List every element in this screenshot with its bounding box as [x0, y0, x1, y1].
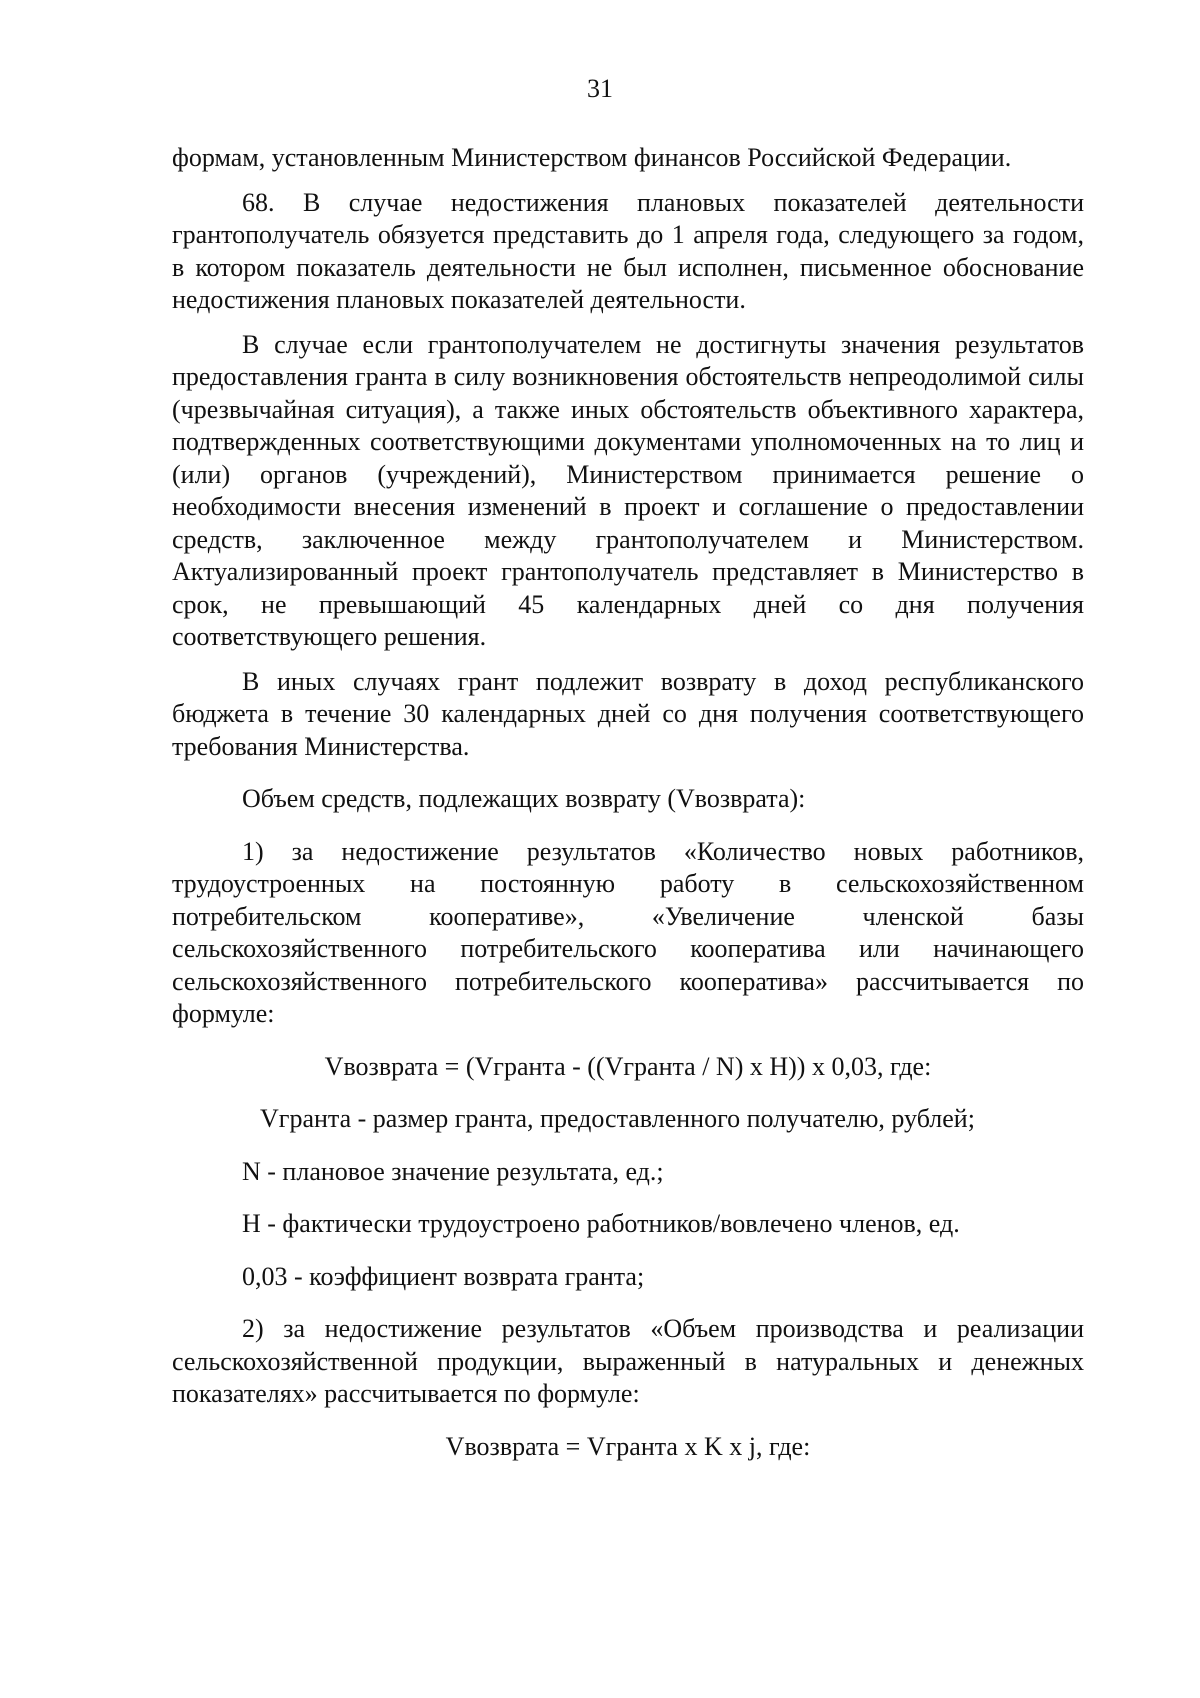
paragraph-refund-volume: Объем средств, подлежащих возврату (Vвозврата):: [242, 784, 806, 813]
document-body: [172, 142, 1084, 1463]
formula-legend-h: Н - фактически трудоустроено работников/вовлечено членов, ед.: [242, 1209, 960, 1238]
formula-2: Vвозврата = Vгранта х K х j, где:: [445, 1431, 811, 1461]
formula-legend-coefficient: 0,03 - коэффициент возврата гранта;: [242, 1261, 645, 1291]
paragraph-68: 68. В случае недостижения плановых показателей деятельности грантополучатель обязуется представить до 1 апреля года, следующего за годом, в котором показатель деятельности не был исполнен, письменное обоснование недостижения плановых показателей деятельности.: [172, 187, 1084, 314]
formula-legend-grant: Vгранта - размер гранта, предоставленного получателю, рублей;: [260, 1104, 975, 1133]
paragraph-item-2: 2) за недостижение результатов «Объем производства и реализации сельскохозяйственной продукции, выраженный в натуральных и денежных показателях» рассчитывается по формуле:: [172, 1314, 1084, 1408]
formula-legend-n: N - плановое значение результата, ед.;: [242, 1156, 664, 1186]
paragraph-other-cases: В иных случаях грант подлежит возврату в доход республиканского бюджета в течение 30 календарных дней со дня получения соответствующего требования Министерства.: [172, 666, 1084, 761]
paragraph-item-1: 1) за недостижение результатов «Количество новых работников, трудоустроенных на постоянную работу в сельскохозяйственном потребительском кооперативе», «Увеличение членской базы сельскохозяйственного потребительского кооператива или начинающего сельскохозяйственного потребительского кооператива» рассчитывается по формуле:: [172, 836, 1084, 1028]
paragraph-force-majeure: В случае если грантополучателем не достигнуты значения результатов предоставления гранта в силу возникновения обстоятельств непреодолимой силы (чрезвычайная ситуация), а также иных обстоятельств объективного характера, подтвержденных соответствующими документами уполномоченных на то лиц и (или) органов (учреждений), Министерством принимается решение о необходимости внесения изменений в проект и соглашение о предоставлении средств, заключенное между грантополучателем и Министерством. Актуализированный проект грантополучатель представляет в Министерство в срок, не превышающий 45 календарных дней со дня получения соответствующего решения.: [172, 329, 1084, 651]
paragraph-continuation: формам, установленным Министерством финансов Российской Федерации.: [172, 143, 1012, 172]
page-number: 31: [587, 74, 613, 103]
formula-1: Vвозврата = (Vгранта - ((Vгранта / N) х Н)) х 0,03, где:: [324, 1051, 932, 1081]
